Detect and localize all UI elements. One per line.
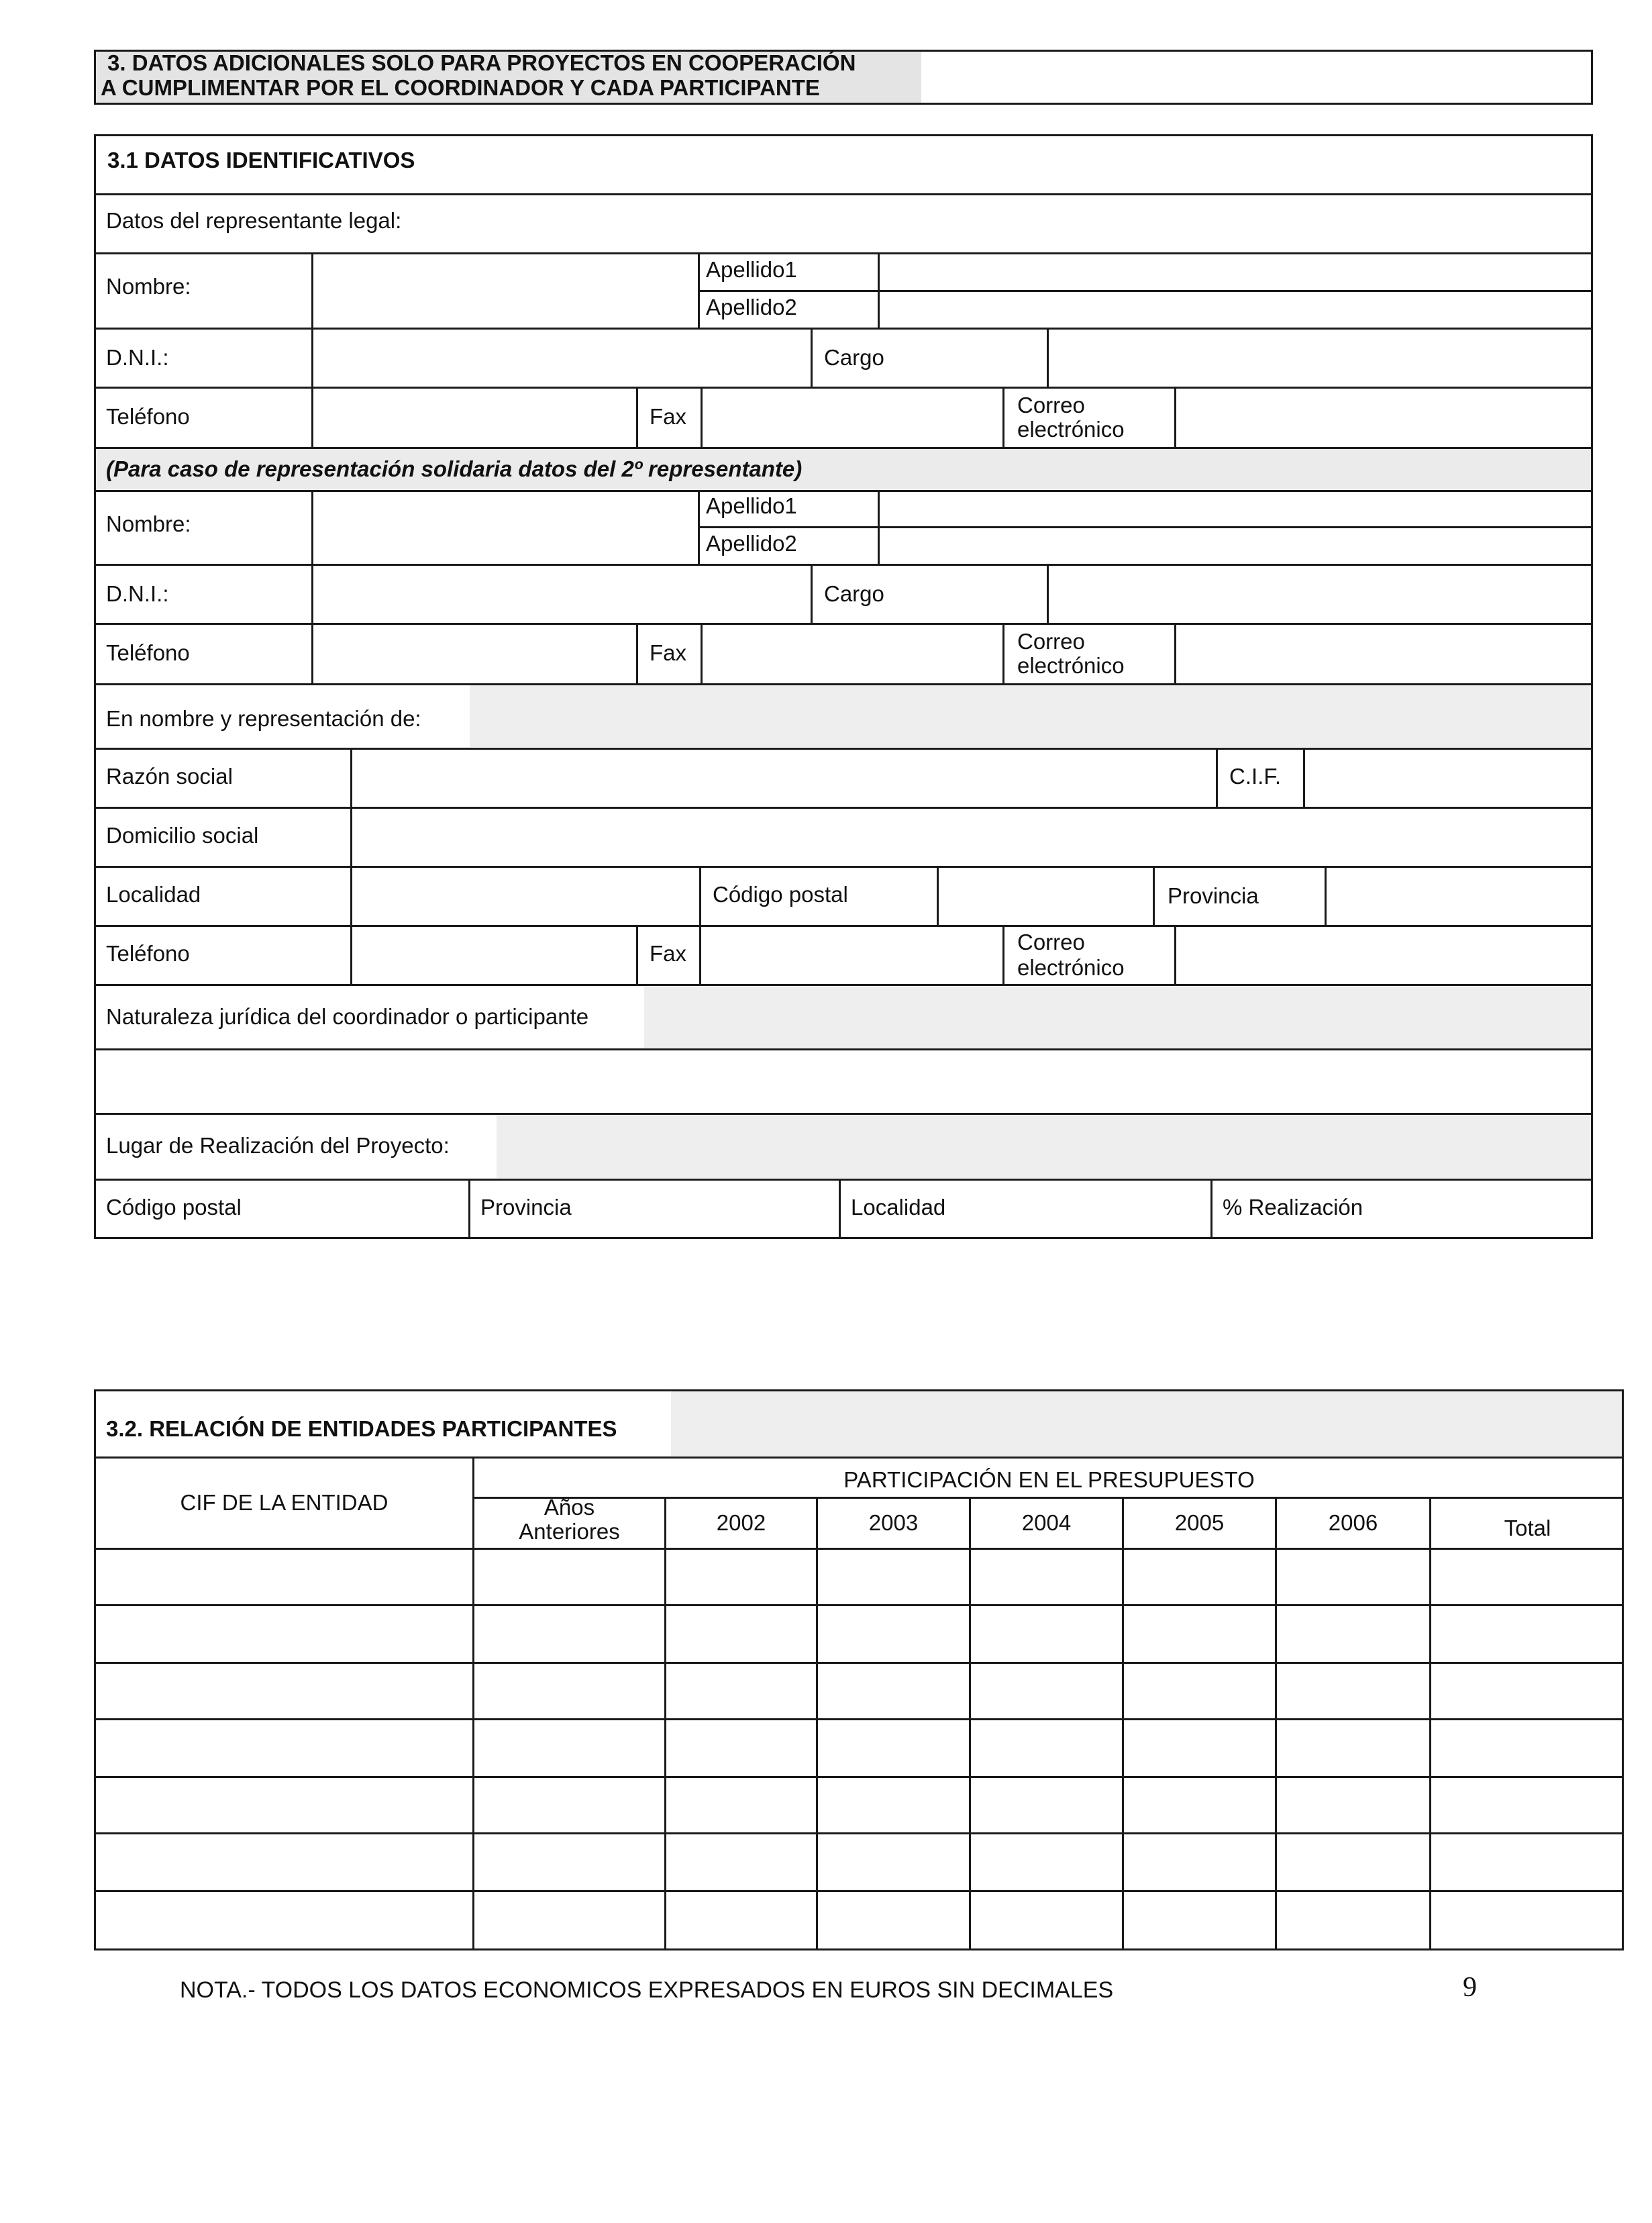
- telefono3-input[interactable]: [354, 928, 633, 983]
- page-number: 9: [1463, 1972, 1477, 2003]
- dni2-label: D.N.I.:: [106, 581, 169, 606]
- telefono-label: Teléfono: [106, 404, 190, 429]
- lugar-realizacion-label: % Realización: [1223, 1195, 1363, 1220]
- nombre-label: Nombre:: [106, 274, 191, 299]
- apellido2-label: Apellido2: [706, 295, 797, 319]
- year-header-2002: 2002: [716, 1510, 766, 1535]
- codigo-postal-label: Código postal: [713, 882, 848, 907]
- naturaleza-shade: [644, 986, 1591, 1048]
- cif-entidad-header: CIF DE LA ENTIDAD: [180, 1490, 389, 1515]
- correo3-input[interactable]: [1178, 928, 1590, 983]
- provincia-label: Provincia: [1168, 883, 1259, 908]
- correo-input[interactable]: [1178, 389, 1590, 446]
- apellido2-input[interactable]: [882, 293, 1590, 326]
- nombre2-label: Nombre:: [106, 511, 191, 536]
- section32-title-shade: [671, 1391, 1622, 1456]
- year-header-2004: 2004: [1021, 1510, 1072, 1535]
- domicilio-label: Domicilio social: [106, 823, 259, 848]
- apellido1-2-label: Apellido1: [706, 493, 797, 518]
- localidad-label: Localidad: [106, 882, 201, 907]
- footer-note: NOTA.- TODOS LOS DATOS ECONOMICOS EXPRESADOS EN EUROS SIN DECIMALES: [180, 1977, 1114, 2003]
- apellido2-2-input[interactable]: [882, 529, 1590, 562]
- table-row[interactable]: [96, 1606, 1622, 1662]
- table-row[interactable]: [96, 1778, 1622, 1832]
- fax2-label: Fax: [650, 640, 687, 665]
- table-row[interactable]: [96, 1720, 1622, 1776]
- dni-input[interactable]: [315, 330, 808, 385]
- second-rep-label: (Para caso de representación solidaria datos del 2º representante): [106, 456, 803, 481]
- cif-label: C.I.F.: [1229, 764, 1282, 789]
- fax2-input[interactable]: [705, 626, 1000, 682]
- dni-label: D.N.I.:: [106, 345, 169, 370]
- cargo2-input[interactable]: [1051, 566, 1590, 622]
- fax-input[interactable]: [705, 389, 1000, 446]
- lugar-provincia-label: Provincia: [480, 1195, 572, 1220]
- dni2-input[interactable]: [315, 566, 808, 622]
- table-row[interactable]: [96, 1550, 1622, 1604]
- naturaleza-label: Naturaleza jurídica del coordinador o participante: [106, 1004, 589, 1029]
- section3-title-line2: A CUMPLIMENTAR POR EL COORDINADOR Y CADA PARTICIPANTE: [101, 75, 820, 100]
- lugar-shade: [497, 1115, 1591, 1178]
- localidad-input[interactable]: [354, 869, 696, 924]
- apellido1-label: Apellido1: [706, 257, 797, 282]
- section3-title-line1: 3. DATOS ADICIONALES SOLO PARA PROYECTOS EN COOPERACIÓN: [107, 50, 856, 75]
- correo2-input[interactable]: [1178, 626, 1590, 682]
- apellido2-2-label: Apellido2: [706, 531, 797, 556]
- telefono2-label: Teléfono: [106, 640, 190, 665]
- fax3-input[interactable]: [705, 928, 1000, 983]
- apellido1-input[interactable]: [882, 255, 1590, 289]
- year-header-2003: 2003: [868, 1510, 919, 1535]
- participacion-header: PARTICIPACIÓN EN EL PRESUPUESTO: [843, 1467, 1255, 1492]
- correo2-label-line1: Correo: [1017, 629, 1085, 654]
- correo-label-line2: electrónico: [1017, 417, 1125, 442]
- year-header-2006: 2006: [1328, 1510, 1378, 1535]
- cif-input[interactable]: [1307, 750, 1590, 805]
- telefono2-input[interactable]: [315, 626, 633, 682]
- correo2-label-line2: electrónico: [1017, 653, 1125, 678]
- total-header: Total: [1504, 1516, 1551, 1540]
- razon-social-label: Razón social: [106, 764, 233, 789]
- section31-title: 3.1 DATOS IDENTIFICATIVOS: [107, 148, 415, 172]
- correo3-label-line1: Correo: [1017, 930, 1085, 954]
- cargo-input[interactable]: [1051, 330, 1590, 385]
- section32-title: 3.2. RELACIÓN DE ENTIDADES PARTICIPANTES: [106, 1416, 617, 1441]
- anos-header-line1: Años: [544, 1495, 595, 1520]
- domicilio-input[interactable]: [354, 809, 1590, 864]
- lugar-localidad-label: Localidad: [851, 1195, 946, 1220]
- correo3-label-line2: electrónico: [1017, 955, 1125, 980]
- table-row[interactable]: [96, 1834, 1622, 1890]
- provincia-input[interactable]: [1329, 869, 1590, 924]
- cargo2-label: Cargo: [824, 581, 884, 606]
- fax-label: Fax: [650, 404, 687, 429]
- correo-label-line1: Correo: [1017, 393, 1085, 417]
- cargo-label: Cargo: [824, 345, 884, 370]
- razon-social-input[interactable]: [354, 750, 1213, 805]
- lugar-label: Lugar de Realización del Proyecto:: [106, 1133, 450, 1158]
- year-header-2005: 2005: [1174, 1510, 1225, 1535]
- table-row[interactable]: [96, 1664, 1622, 1718]
- nombre2-input[interactable]: [315, 493, 695, 562]
- rep-legal-label: Datos del representante legal:: [106, 208, 402, 233]
- table-row[interactable]: [96, 1892, 1622, 1948]
- en-nombre-shade: [470, 685, 1591, 747]
- anos-header-line2: Anteriores: [519, 1519, 620, 1544]
- apellido1-2-input[interactable]: [882, 493, 1590, 525]
- codigo-postal-input[interactable]: [941, 869, 1150, 924]
- telefono-input[interactable]: [315, 389, 633, 446]
- en-nombre-label: En nombre y representación de:: [106, 706, 421, 731]
- nombre-input[interactable]: [315, 255, 695, 325]
- telefono3-label: Teléfono: [106, 941, 190, 966]
- naturaleza-input[interactable]: [97, 1051, 1590, 1112]
- fax3-label: Fax: [650, 941, 687, 966]
- lugar-cp-label: Código postal: [106, 1195, 242, 1220]
